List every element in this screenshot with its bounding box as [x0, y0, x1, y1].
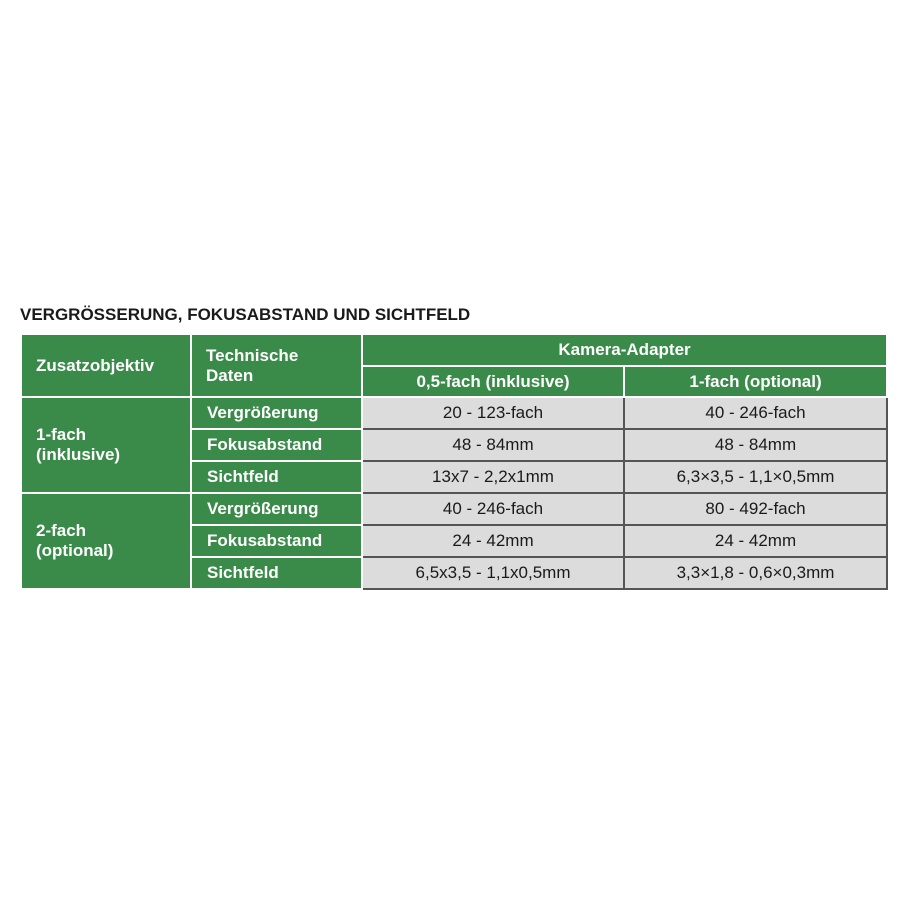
- group-label-line2: (inklusive): [36, 445, 121, 464]
- value-cell: 24 - 42mm: [362, 525, 624, 557]
- table-row: [21, 493, 887, 525]
- header-sub-1fach: 1-fach (optional): [624, 366, 887, 397]
- value-cell: 40 - 246-fach: [624, 397, 887, 429]
- value-cell: 13x7 - 2,2x1mm: [362, 461, 624, 493]
- header-sub-05fach: 0,5-fach (inklusive): [362, 366, 624, 397]
- param-label: Sichtfeld: [191, 461, 362, 493]
- value-cell: 48 - 84mm: [362, 429, 624, 461]
- header-technische-line1: Technische: [206, 345, 299, 365]
- table-row: [21, 397, 887, 429]
- group-label-1fach: [21, 397, 191, 493]
- param-label: Fokusabstand: [191, 429, 362, 461]
- value-cell: 6,5x3,5 - 1,1x0,5mm: [362, 557, 624, 589]
- param-label: Vergrößerung: [191, 397, 362, 429]
- group-label-line2: (optional): [36, 541, 114, 560]
- header-zusatzobjektiv: Zusatzobjektiv: [21, 334, 191, 397]
- header-technische-line2: Daten: [206, 365, 254, 385]
- value-cell: 3,3×1,8 - 0,6×0,3mm: [624, 557, 887, 589]
- table-title: VERGRÖSSERUNG, FOKUSABSTAND UND SICHTFELD: [20, 305, 471, 324]
- param-label: Vergrößerung: [191, 493, 362, 525]
- value-cell: 48 - 84mm: [624, 429, 887, 461]
- value-cell: 40 - 246-fach: [362, 493, 624, 525]
- value-cell: 20 - 123-fach: [362, 397, 624, 429]
- value-cell: 24 - 42mm: [624, 525, 887, 557]
- value-cell: 6,3×3,5 - 1,1×0,5mm: [624, 461, 887, 493]
- spec-table: [20, 333, 888, 590]
- param-label: Fokusabstand: [191, 525, 362, 557]
- group-label-2fach: [21, 493, 191, 589]
- header-technische-daten: [191, 334, 362, 397]
- value-cell: 80 - 492-fach: [624, 493, 887, 525]
- group-label-line1: 1-fach: [36, 425, 87, 444]
- header-kamera-adapter: Kamera-Adapter: [362, 334, 887, 366]
- param-label: Sichtfeld: [191, 557, 362, 589]
- group-label-line1: 2-fach: [36, 521, 87, 540]
